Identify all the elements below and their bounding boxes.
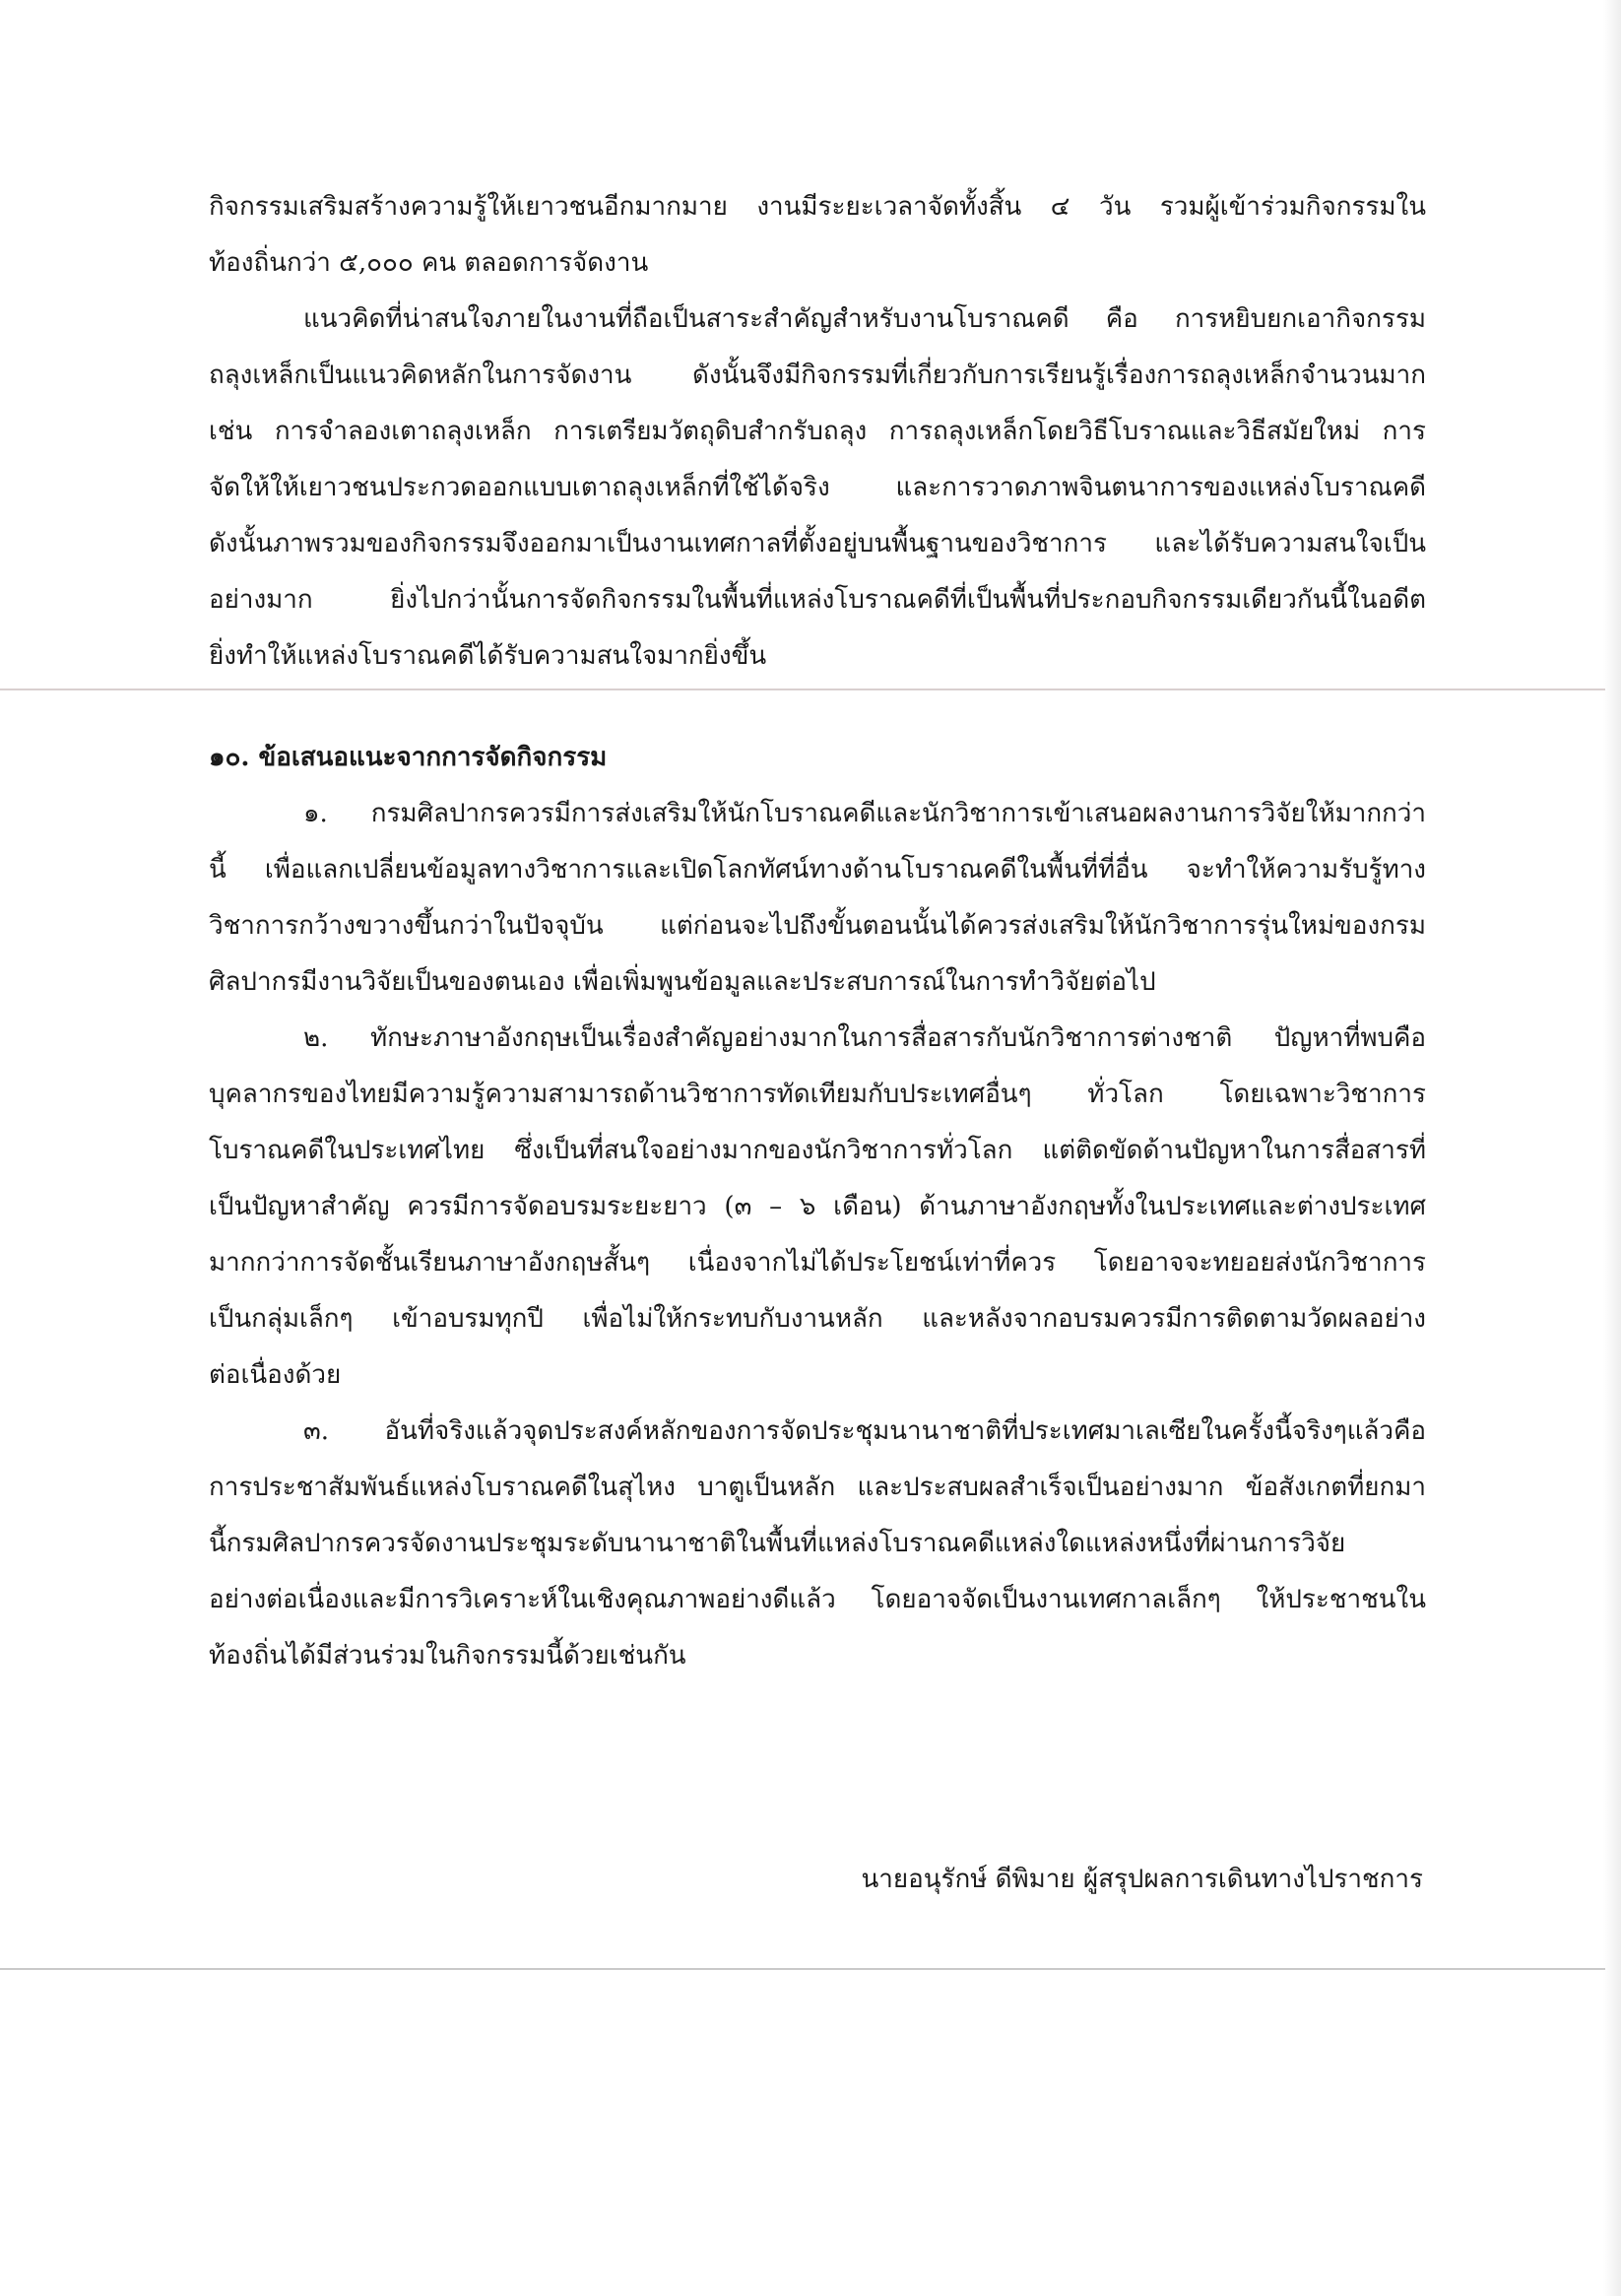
scan-page-edge [1603,0,1621,2296]
text-line: นี้ เพื่อแลกเปลี่ยนข้อมูลทางวิชาการและเปิดโลกทัศน์ทางด้านโบราณคดีในพื้นที่ที่อื่น จะทำให้ความรับรู้ทาง [209,855,1426,885]
text-line: มากกว่าการจัดชั้นเรียนภาษาอังกฤษสั้นๆ เนื่องจากไม่ได้ประโยชน์เท่าที่ควร โดยอาจจะทยอยส่งนักวิชาการ [209,1248,1426,1278]
text-line: ต่อเนื่องด้วย [209,1360,342,1390]
section-heading: ๑๐. ข้อเสนอแนะจากการจัดกิจกรรม [209,743,608,772]
text-line: เป็นกลุ่มเล็กๆ เข้าอบรมทุกปี เพื่อไม่ให้กระทบกับงานหลัก และหลังจากอบรมควรมีการติดตามวัดผลอย่าง [209,1304,1426,1334]
text-line: บุคลากรของไทยมีความรู้ความสามารถด้านวิชาการทัดเทียมกับประเทศอื่นๆ ทั่วโลก โดยเฉพาะวิชาการ [209,1080,1426,1109]
text-line: กิจกรรมเสริมสร้างความรู้ให้เยาวชนอีกมากมาย งานมีระยะเวลาจัดทั้งสิ้น ๔ วัน รวมผู้เข้าร่วมกิจกรรมใน [209,192,1426,222]
text-line: ยิ่งทำให้แหล่งโบราณคดีได้รับความสนใจมากยิ่งขึ้น [209,641,767,671]
text-line: โบราณคดีในประเทศไทย ซึ่งเป็นที่สนใจอย่างมากของนักวิชาการทั่วโลก แต่ติดขัดด้านปัญหาในการสื่อสารที่ [209,1136,1426,1165]
text-line: การประชาสัมพันธ์แหล่งโบราณคดีในสุไหง บาตูเป็นหลัก และประสบผลสำเร็จเป็นอย่างมาก ข้อสังเกตที่ยกมา [209,1473,1426,1502]
text-line: แนวคิดที่น่าสนใจภายในงานที่ถือเป็นสาระสำคัญสำหรับงานโบราณคดี คือ การหยิบยกเอากิจกรรม [303,304,1426,334]
text-line: อย่างมาก ยิ่งไปกว่านั้นการจัดกิจกรรมในพื้นที่แหล่งโบราณคดีที่เป็นพื้นที่ประกอบกิจกรรมเดียวกันนี้ในอดีต [209,585,1426,615]
recommendation-item-1 [209,786,1426,1011]
text-line: ถลุงเหล็กเป็นแนวคิดหลักในการจัดงาน ดังนั้นจึงมีกิจกรรมที่เกี่ยวกับการเรียนรู้เรื่องการถลุงเหล็กจำนวนมาก [209,361,1426,390]
scan-fold-line [0,1968,1605,1970]
paragraph-activities-summary [209,179,1426,292]
recommendation-item-2 [209,1011,1426,1404]
text-line: ท้องถิ่นกว่า ๕,๐๐๐ คน ตลอดการจัดงาน [209,248,649,278]
text-line: ดังนั้นภาพรวมของกิจกรรมจึงออกมาเป็นงานเทศกาลที่ตั้งอยู่บนพื้นฐานของวิชาการ และได้รับความสนใจเป็น [209,529,1426,558]
text-line: เช่น การจำลองเตาถลุงเหล็ก การเตรียมวัตถุดิบสำกรับถลุง การถลุงเหล็กโดยวิธีโบราณและวิธีสมัยใหม่ การ [209,417,1426,446]
document-body [209,179,1426,1684]
text-line: อย่างต่อเนื่องและมีการวิเคราะห์ในเชิงคุณภาพอย่างดีแล้ว โดยอาจจัดเป็นงานเทศกาลเล็กๆ ให้ประชาชนใน [209,1585,1426,1614]
paragraph-key-concept [209,292,1426,685]
text-line: ศิลปากรมีงานวิจัยเป็นของตนเอง เพื่อเพิ่มพูนข้อมูลและประสบการณ์ในการทำวิจัยต่อไป [209,967,1156,997]
text-line: ๓. อันที่จริงแล้วจุดประสงค์หลักของการจัดประชุมนานาชาติที่ประเทศมาเลเซียในครั้งนี้จริงๆแล้วคือ [303,1416,1426,1446]
text-line: จัดให้ให้เยาวชนประกวดออกแบบเตาถลุงเหล็กที่ใช้ได้จริง และการวาดภาพจินตนาการของแหล่งโบราณคดี [209,473,1426,502]
text-line: ท้องถิ่นได้มีส่วนร่วมในกิจกรรมนี้ด้วยเช่นกัน [209,1641,686,1671]
recommendation-item-3 [209,1404,1426,1684]
text-line: เป็นปัญหาสำคัญ ควรมีการจัดอบรมระยะยาว (๓ – ๖ เดือน) ด้านภาษาอังกฤษทั้งในประเทศและต่างประเทศ [209,1192,1426,1221]
text-line: ๑. กรมศิลปากรควรมีการส่งเสริมให้นักโบราณคดีและนักวิชาการเข้าเสนอผลงานการวิจัยให้มากกว่า [303,799,1426,828]
text-line: ๒. ทักษะภาษาอังกฤษเป็นเรื่องสำคัญอย่างมากในการสื่อสารกับนักวิชาการต่างชาติ ปัญหาที่พบคือ [303,1023,1426,1053]
signature-line: นายอนุรักษ์ ดีพิมาย ผู้สรุปผลการเดินทางไปราชการ [861,1865,1423,1894]
text-line: วิชาการกว้างขวางขึ้นกว่าในปัจจุบัน แต่ก่อนจะไปถึงขั้นตอนนั้นได้ควรส่งเสริมให้นักวิชาการรุ่นใหม่ของกรม [209,911,1426,941]
text-line: นี้กรมศิลปากรควรจัดงานประชุมระดับนานาชาติในพื้นที่แหล่งโบราณคดีแหล่งใดแหล่งหนึ่งที่ผ่านการวิจัย [209,1529,1346,1558]
